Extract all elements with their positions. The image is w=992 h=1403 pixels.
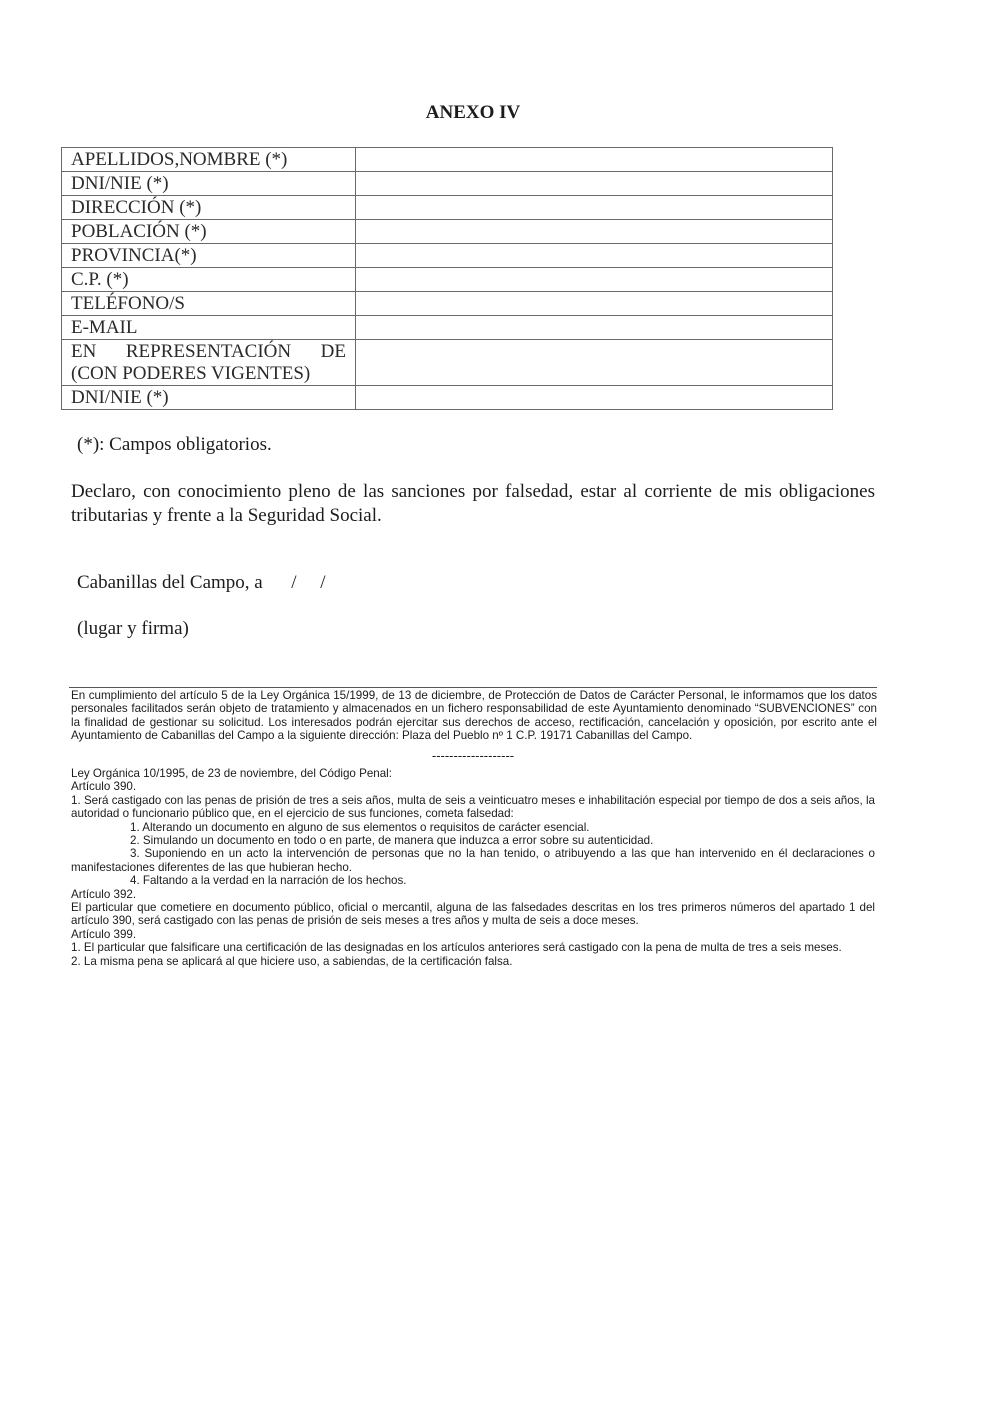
place-date-line: Cabanillas del Campo, a / / xyxy=(77,572,326,593)
field-label-representacion xyxy=(62,340,356,386)
field-label-email: E-MAIL xyxy=(62,316,356,340)
table-row xyxy=(62,220,833,244)
field-value-telefono[interactable] xyxy=(356,292,833,316)
field-label-representative-dni-nie: DNI/NIE (*) xyxy=(62,386,356,410)
representacion-label-line1 xyxy=(71,341,346,363)
article-399-title: Artículo 399. xyxy=(71,927,137,941)
article-390-item: 1. Alterando un documento en alguno de sus elementos o requisitos de carácter esencial. xyxy=(130,820,590,834)
applicant-form-table xyxy=(61,147,833,410)
representacion-word: REPRESENTACIÓN xyxy=(125,341,292,362)
article-392-title: Artículo 392. xyxy=(71,887,137,901)
representacion-label-line2: (CON PODERES VIGENTES) xyxy=(71,363,311,384)
required-fields-note: (*): Campos obligatorios. xyxy=(77,434,272,455)
field-value-direccion[interactable] xyxy=(356,196,833,220)
representacion-word: EN xyxy=(71,341,97,362)
table-row xyxy=(62,148,833,172)
penal-code-heading: Ley Orgánica 10/1995, de 23 de noviembre, del Código Penal: xyxy=(71,767,392,780)
field-value-email[interactable] xyxy=(356,316,833,340)
field-label-direccion: DIRECCIÓN (*) xyxy=(62,196,356,220)
table-row xyxy=(62,268,833,292)
penal-code-section xyxy=(71,767,875,968)
table-row xyxy=(62,244,833,268)
article-390-paragraph: 1. Será castigado con las penas de prisión de tres a seis años, multa de seis a veinticuatro meses e inhabilitación especial por tiempo de dos a seis años, la autoridad o funcionario público que, en el ejercicio de sus funciones, cometa falsedad: xyxy=(71,793,875,821)
footer-divider xyxy=(69,687,877,688)
signature-label: (lugar y firma) xyxy=(77,618,189,639)
page-title: ANEXO IV xyxy=(425,102,521,123)
section-separator: ------------------- xyxy=(431,748,515,763)
field-value-representative-dni-nie[interactable] xyxy=(356,386,833,410)
field-label-apellidos-nombre: APELLIDOS,NOMBRE (*) xyxy=(62,148,356,172)
table-row xyxy=(62,386,833,410)
article-399-paragraph: 1. El particular que falsificare una certificación de las designadas en los artículos anteriores será castigado con la pena de multa de tres a seis meses. xyxy=(71,941,842,955)
field-label-cp: C.P. (*) xyxy=(62,268,356,292)
article-399-paragraph: 2. La misma pena se aplicará al que hiciere uso, a sabiendas, de la certificación falsa. xyxy=(71,954,513,968)
field-value-cp[interactable] xyxy=(356,268,833,292)
article-390-item: 3. Suponiendo en un acto la intervención de personas que no la han tenido, o atribuyendo a las que han intervenido en él declaraciones o manifestaciones diferentes de las que hubieran hecho. xyxy=(71,847,875,874)
field-label-provincia: PROVINCIA(*) xyxy=(62,244,356,268)
article-392-paragraph: El particular que cometiere en documento público, oficial o mercantil, alguna de las falsedades descritas en los tres primeros números del apartado 1 del artículo 390, será castigado con las penas de prisión de seis meses a tres años y multa de seis a doce meses. xyxy=(71,901,875,928)
field-label-telefono: TELÉFONO/S xyxy=(62,292,356,316)
table-row xyxy=(62,316,833,340)
privacy-notice: En cumplimiento del artículo 5 de la Ley Orgánica 15/1999, de 13 de diciembre, de Protección de Datos de Carácter Personal, le informamos que los datos personales facilitados serán objeto de tratamiento y almacenados en un fichero responsabilidad de este Ayuntamiento denominado “SUBVENCIONES” con la finalidad de gestionar su solicitud. Los interesados podrán ejercitar sus derechos de acceso, rectificación, cancelación y oposición, por escrito ante el Ayuntamiento de Cabanillas del Campo a la siguiente dirección: Plaza del Pueblo nº 1 C.P. 19171 Cabanillas del Campo. xyxy=(71,689,877,743)
field-label-dni-nie: DNI/NIE (*) xyxy=(62,172,356,196)
field-value-representacion[interactable] xyxy=(356,340,833,386)
table-row xyxy=(62,172,833,196)
declaration-text: Declaro, con conocimiento pleno de las sanciones por falsedad, estar al corriente de mis obligaciones tributarias y frente a la Seguridad Social. xyxy=(71,481,875,526)
table-row xyxy=(62,292,833,316)
article-390-item: 2. Simulando un documento en todo o en parte, de manera que induzca a error sobre su autenticidad. xyxy=(130,834,654,848)
field-value-dni-nie[interactable] xyxy=(356,172,833,196)
table-row xyxy=(62,196,833,220)
article-390-title: Artículo 390. xyxy=(71,780,137,794)
field-label-poblacion: POBLACIÓN (*) xyxy=(62,220,356,244)
field-value-provincia[interactable] xyxy=(356,244,833,268)
article-390-item: 4. Faltando a la verdad en la narración de los hechos. xyxy=(130,874,407,888)
table-row xyxy=(62,340,833,386)
field-value-apellidos-nombre[interactable] xyxy=(356,148,833,172)
field-value-poblacion[interactable] xyxy=(356,220,833,244)
representacion-word: DE xyxy=(320,341,346,362)
